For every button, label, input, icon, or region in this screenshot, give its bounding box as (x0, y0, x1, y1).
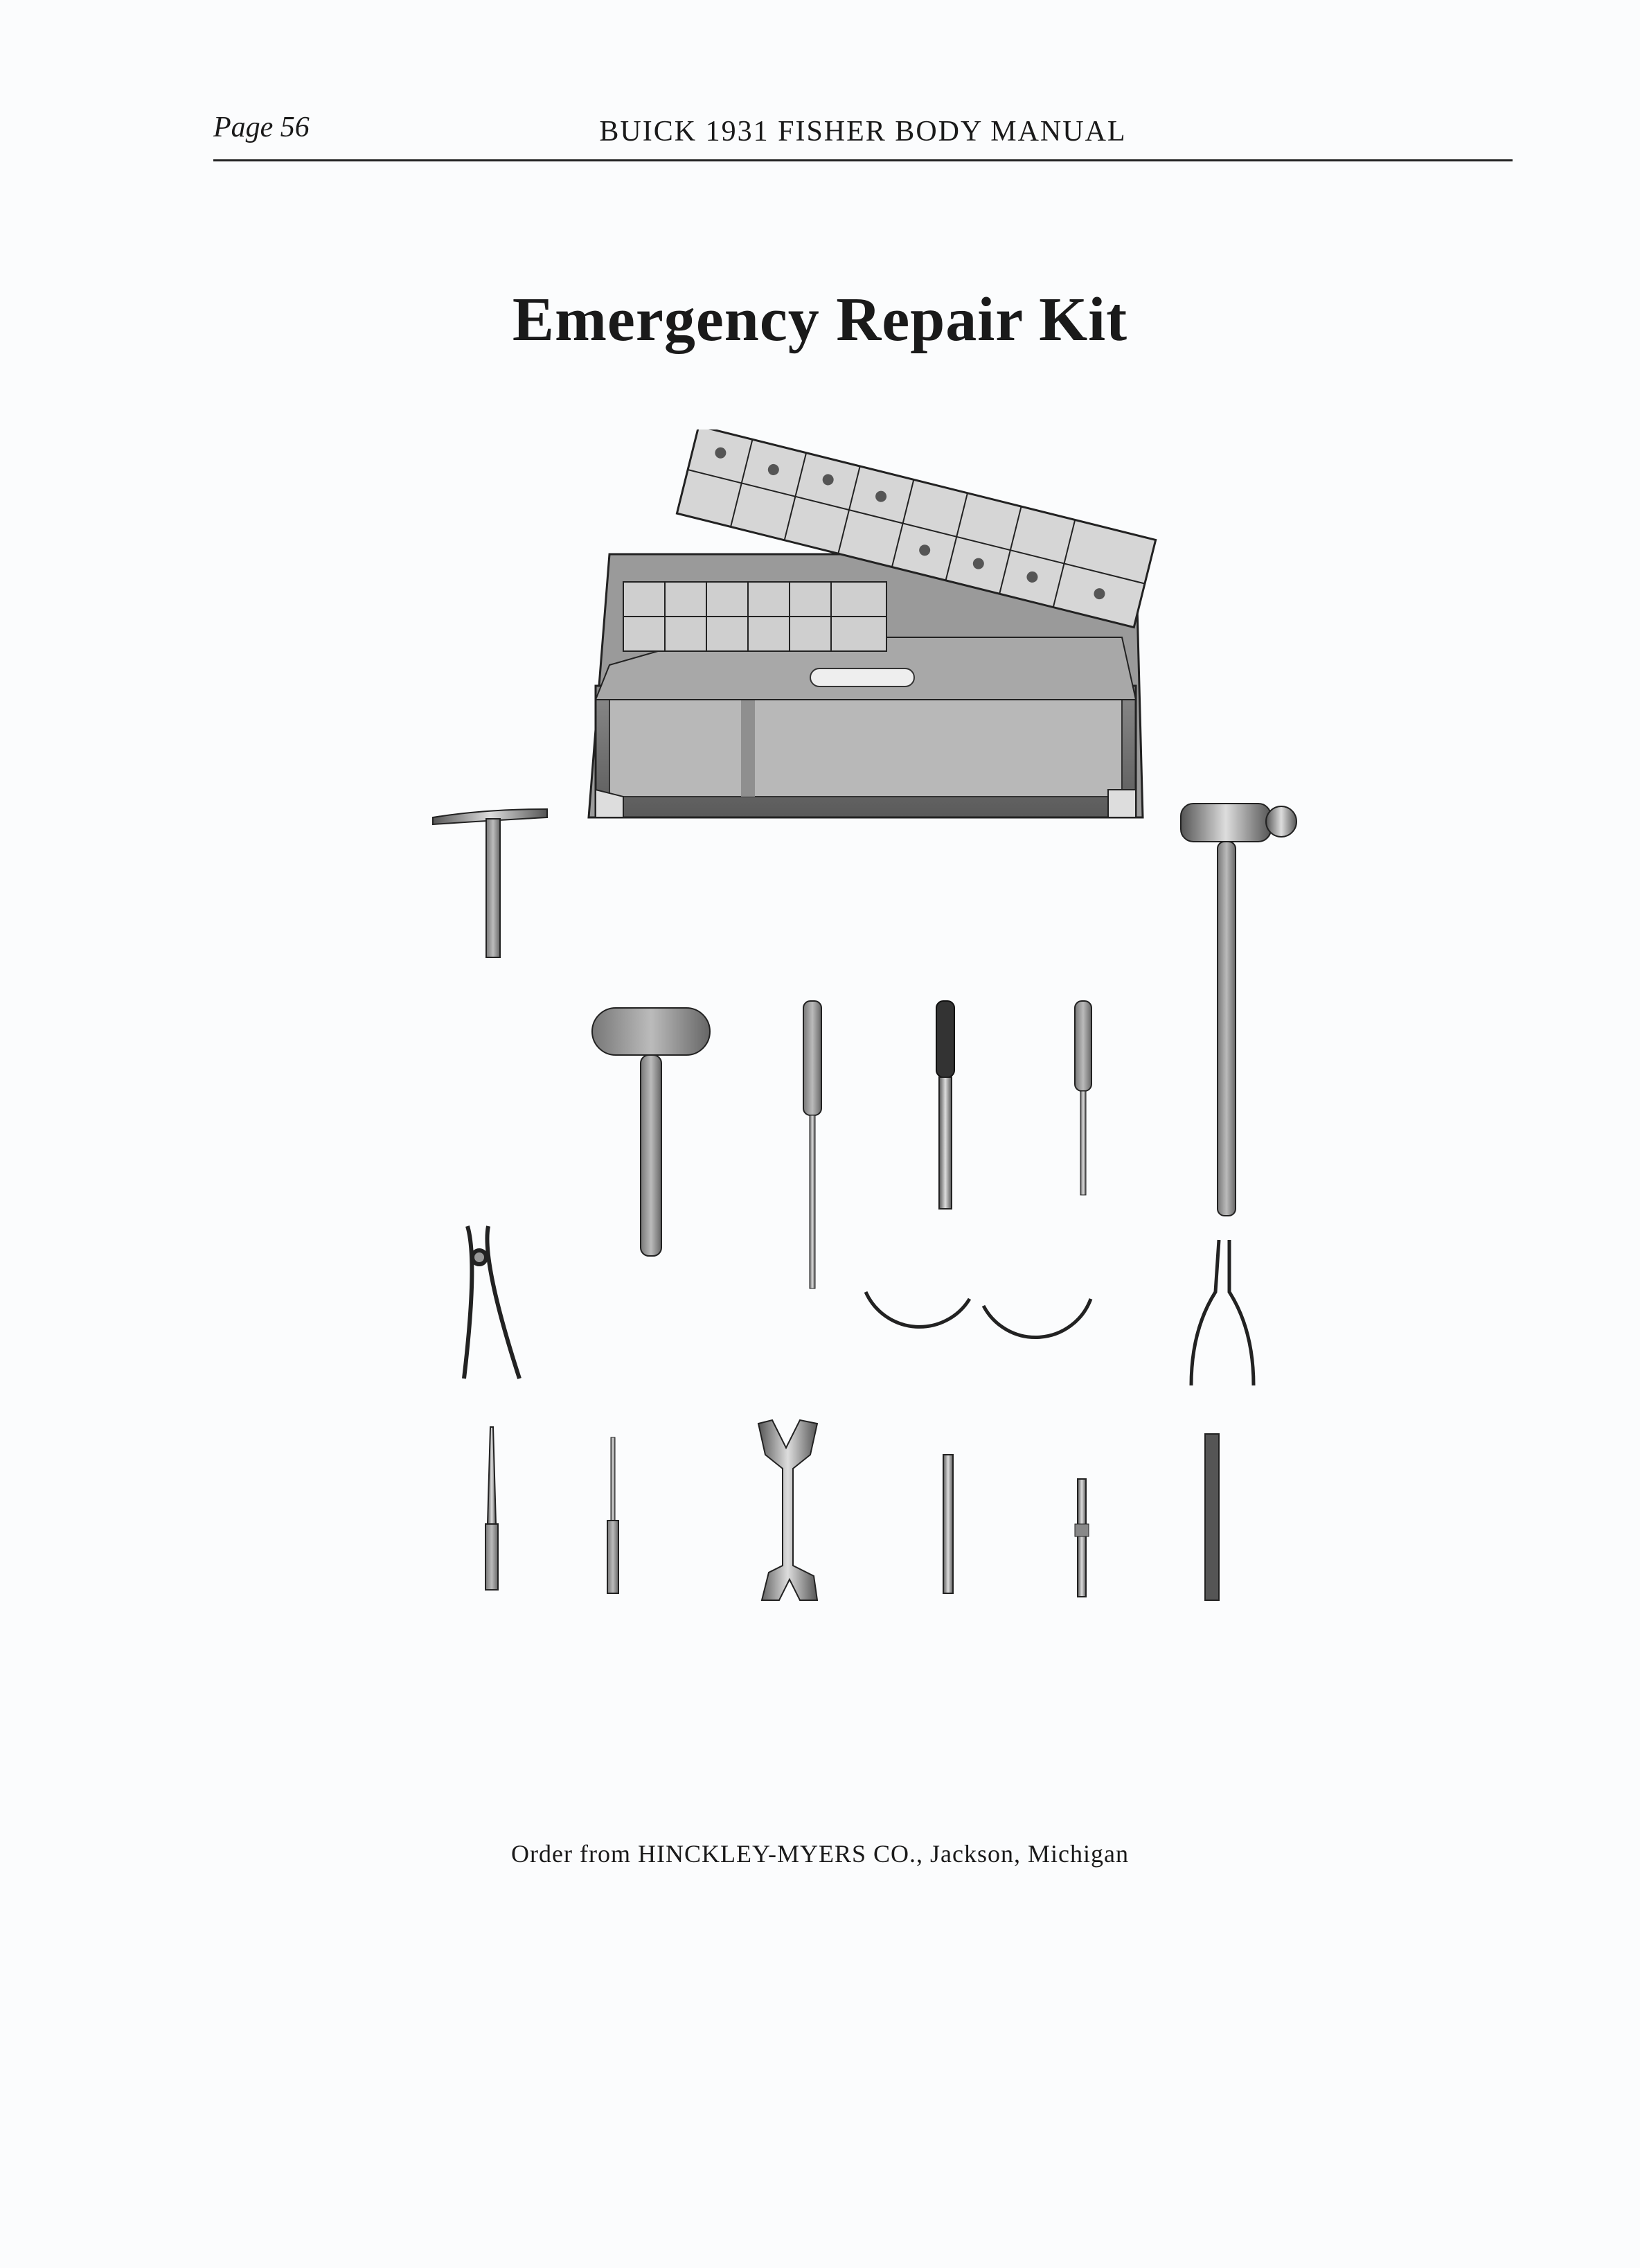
tack-hammer-icon (433, 809, 547, 957)
mallet-icon (592, 1008, 710, 1256)
compartment-tray (623, 582, 886, 651)
awl-icon (607, 1437, 618, 1593)
screwdriver-long-icon (803, 1001, 821, 1288)
tool-kit-illustration (402, 429, 1302, 1607)
slip-joint-pliers-icon (464, 1226, 519, 1379)
running-title: BUICK 1931 FISHER BODY MANUAL (599, 116, 1127, 148)
curved-needles-icon (866, 1292, 1091, 1338)
punch-icon (485, 1427, 498, 1590)
page-number: Page 56 (213, 112, 310, 143)
tool-box (589, 429, 1156, 817)
chisel-icon (936, 1001, 954, 1209)
header-rule (213, 159, 1513, 161)
page-title: Emergency Repair Kit (512, 285, 1128, 354)
page-header (213, 111, 1513, 162)
order-note: Order from HINCKLEY-MYERS CO., Jackson, Michigan (511, 1840, 1129, 1868)
cold-chisel-icon (1205, 1434, 1219, 1600)
reamer-icon (1075, 1479, 1089, 1597)
drift-pin-icon (943, 1455, 953, 1593)
screwdriver-short-icon (1075, 1001, 1091, 1195)
ball-peen-hammer-icon (1181, 804, 1296, 1216)
needle-nose-pliers-icon (1191, 1240, 1254, 1385)
wrench-icon (758, 1420, 817, 1600)
